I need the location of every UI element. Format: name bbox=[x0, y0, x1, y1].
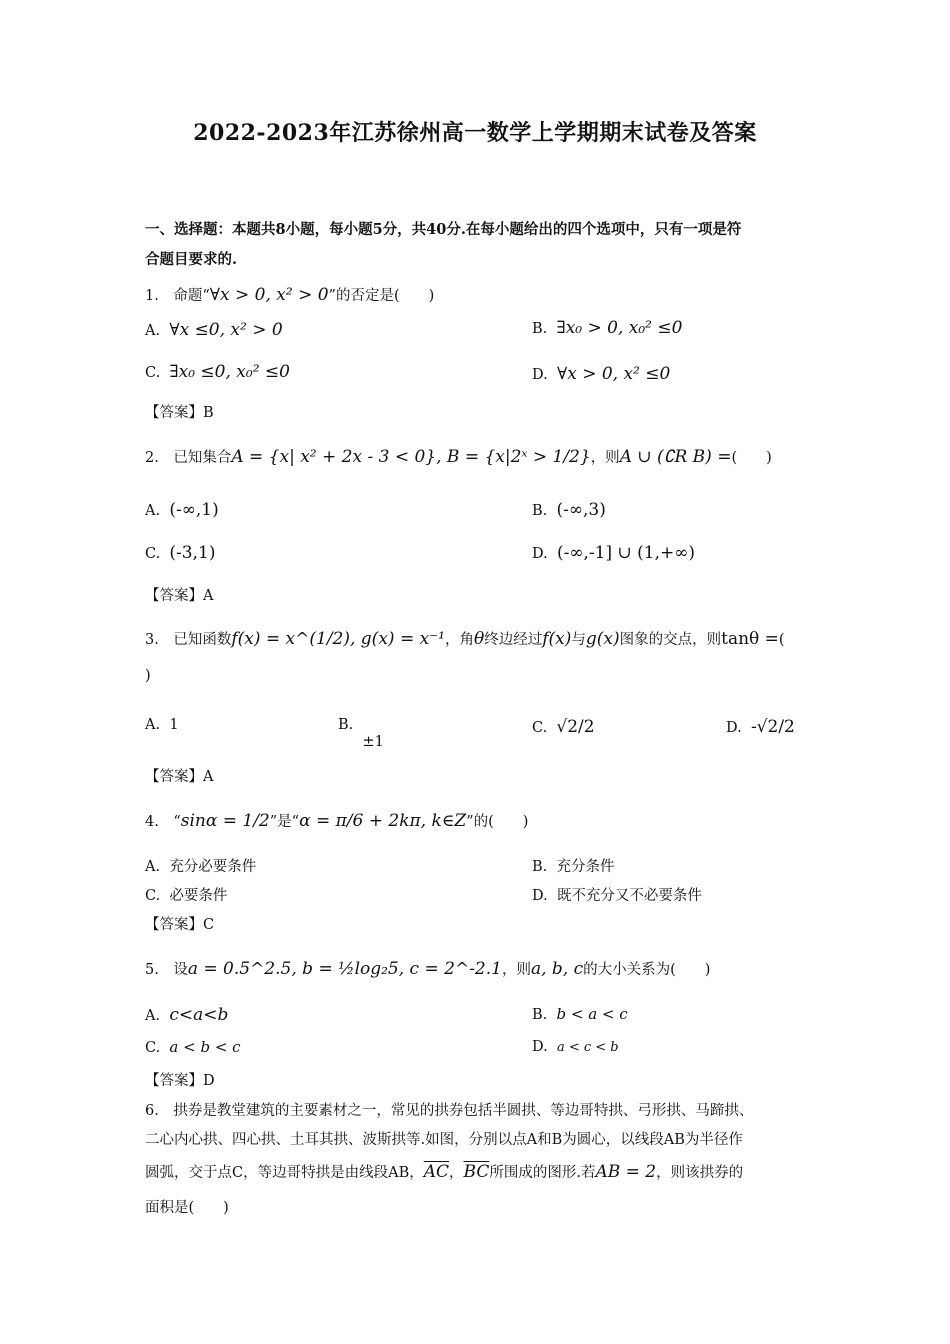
q3-option-a bbox=[145, 717, 179, 733]
section-heading-line1: 一、选择题：本题共8小题，每小题5分，共40分.在每小题给出的四个选项中，只有一项是符 bbox=[145, 221, 742, 238]
q3-stem-math: f(x) = x^(1/2), g(x) = x⁻¹ bbox=[231, 629, 445, 649]
option-math: ∃x₀ ≤0, x₀² ≤0 bbox=[169, 362, 290, 382]
q5-stem bbox=[145, 958, 710, 979]
q5-abc: a, b, c bbox=[530, 959, 584, 979]
option-math: ∀x > 0, x² ≤0 bbox=[556, 364, 671, 384]
option-label: C. bbox=[532, 720, 548, 736]
option-text: 既不充分又不必要条件 bbox=[556, 888, 702, 904]
section-heading-line2: 合题目要求的. bbox=[145, 251, 238, 268]
option-math: ∀x ≤0, x² > 0 bbox=[169, 320, 283, 340]
q6-line3-mid: 所围成的图形.若 bbox=[489, 1165, 596, 1181]
q1-option-c bbox=[145, 362, 290, 382]
option-text: 充分必要条件 bbox=[169, 859, 257, 875]
option-math: (-∞,3) bbox=[556, 500, 606, 520]
q2-stem-post: ( ) bbox=[731, 450, 772, 466]
option-label: A. bbox=[145, 1008, 161, 1024]
q5-option-a bbox=[145, 1005, 228, 1025]
option-math: c<a<b bbox=[169, 1005, 229, 1025]
q3-stem-mid: 图象的交点，则 bbox=[619, 632, 722, 648]
option-math: -√2/2 bbox=[750, 717, 795, 737]
option-label: C. bbox=[145, 365, 161, 381]
option-math: ∃x₀ > 0, x₀² ≤0 bbox=[556, 318, 683, 338]
option-label: B. bbox=[532, 859, 548, 875]
q1-stem-pre: 1. 命题“ bbox=[145, 288, 210, 304]
q2-stem bbox=[145, 446, 772, 467]
option-label: C. bbox=[145, 1040, 161, 1056]
option-label: B. bbox=[338, 717, 354, 733]
q3-gx: g(x) bbox=[585, 629, 620, 649]
q1-answer: 【答案】B bbox=[145, 405, 214, 421]
q3-stem-pre: 3. 已知函数 bbox=[145, 632, 232, 648]
q5-answer: 【答案】D bbox=[145, 1073, 215, 1089]
q4-stem-pre: 4. “ bbox=[145, 814, 181, 830]
option-math: 1 bbox=[169, 717, 179, 733]
q4-stem-post: ”的( ) bbox=[466, 814, 529, 830]
q6-line4: 面积是( ) bbox=[145, 1200, 229, 1216]
q6-line3 bbox=[145, 1161, 743, 1182]
q3-stem-mid: 终边经过 bbox=[484, 632, 543, 648]
q5-option-d bbox=[532, 1039, 619, 1055]
q6-line3-pre: 圆弧，交于点C，等边哥特拱是由线段AB， bbox=[145, 1165, 424, 1181]
q3-stem-close: ) bbox=[145, 668, 151, 684]
option-math: √2/2 bbox=[556, 717, 595, 737]
q3-option-b bbox=[338, 717, 384, 750]
q3-stem bbox=[145, 628, 785, 649]
q3-stem-mid: ，角 bbox=[444, 632, 474, 648]
q4-option-b bbox=[532, 855, 614, 876]
arc-ac: $\overline{AC}$ bbox=[423, 1162, 450, 1182]
option-label: B. bbox=[532, 321, 548, 337]
q4-stem-math: sinα = 1/2 bbox=[180, 811, 270, 831]
q5-stem-pre: 5. 设 bbox=[145, 962, 188, 978]
q1-option-a bbox=[145, 320, 283, 340]
q1-option-b bbox=[532, 318, 682, 338]
q3-option-d bbox=[726, 717, 795, 737]
q6-separator: ， bbox=[449, 1165, 464, 1181]
q2-option-c bbox=[145, 543, 215, 563]
q1-stem bbox=[145, 284, 434, 305]
option-math: b < a < c bbox=[556, 1005, 628, 1023]
q3-stem-post: ( bbox=[778, 632, 785, 648]
q5-stem-math: a = 0.5^2.5, b = ½log₂5, c = 2^-2.1 bbox=[187, 959, 502, 979]
option-math: ±1 bbox=[362, 734, 384, 750]
q4-answer: 【答案】C bbox=[145, 917, 215, 933]
option-math: (-∞,1) bbox=[169, 500, 219, 520]
q2-option-d bbox=[532, 543, 695, 563]
option-label: A. bbox=[145, 323, 161, 339]
q2-answer: 【答案】A bbox=[145, 588, 214, 604]
option-math: a < c < b bbox=[556, 1040, 619, 1055]
q2-option-b bbox=[532, 500, 606, 520]
option-label: C. bbox=[145, 546, 161, 562]
q1-option-d bbox=[532, 364, 670, 384]
option-label: A. bbox=[145, 503, 161, 519]
q2-stem-math2: A ∪ (∁R B) = bbox=[619, 447, 732, 467]
option-label: D. bbox=[532, 1039, 548, 1055]
q1-stem-math: ∀x > 0, x² > 0 bbox=[209, 285, 329, 305]
option-label: D. bbox=[726, 720, 742, 736]
q4-option-d bbox=[532, 884, 702, 905]
q3-theta: θ bbox=[473, 629, 485, 649]
q6-line2: 二心内心拱、四心拱、土耳其拱、波斯拱等.如图，分别以点A和B为圆心，以线段AB为半径作 bbox=[145, 1132, 743, 1148]
option-label: D. bbox=[532, 546, 548, 562]
q6-ab-eq: AB = 2 bbox=[595, 1162, 657, 1182]
q5-option-c bbox=[145, 1038, 241, 1056]
option-label: D. bbox=[532, 367, 548, 383]
q2-stem-math: A = {x| x² + 2x - 3 < 0}, B = {x|2ˣ > 1/2} bbox=[231, 447, 591, 467]
option-math: a < b < c bbox=[169, 1038, 241, 1056]
q5-stem-mid: ，则 bbox=[501, 962, 531, 978]
option-label: C. bbox=[145, 888, 161, 904]
q3-option-c bbox=[532, 717, 595, 737]
option-math: (-∞,-1] ∪ (1,+∞) bbox=[556, 543, 696, 563]
q4-stem bbox=[145, 810, 528, 831]
q2-option-a bbox=[145, 500, 219, 520]
option-text: 充分条件 bbox=[556, 859, 615, 875]
option-text: 必要条件 bbox=[169, 888, 228, 904]
option-label: A. bbox=[145, 859, 161, 875]
q3-fx: f(x) bbox=[542, 629, 572, 649]
q4-option-a bbox=[145, 855, 256, 876]
option-label: B. bbox=[532, 503, 548, 519]
q3-answer: 【答案】A bbox=[145, 769, 214, 785]
arc-bc: $\overline{BC}$ bbox=[463, 1162, 490, 1182]
q2-stem-mid: ，则 bbox=[590, 450, 620, 466]
option-label: D. bbox=[532, 888, 548, 904]
q1-stem-post: ”的否定是( ) bbox=[328, 288, 435, 304]
option-label: A. bbox=[145, 717, 161, 733]
q4-option-c bbox=[145, 884, 227, 905]
q3-tan: tanθ = bbox=[721, 629, 779, 649]
q4-stem-math2: α = π/6 + 2kπ, k∈Z bbox=[299, 811, 467, 831]
q4-stem-mid: ”是“ bbox=[269, 814, 300, 830]
q3-stem-mid: 与 bbox=[571, 632, 586, 648]
option-label: B. bbox=[532, 1007, 548, 1023]
option-math: (-3,1) bbox=[169, 543, 216, 563]
q6-line1: 6. 拱券是教堂建筑的主要素材之一，常见的拱券包括半圆拱、等边哥特拱、弓形拱、马蹄拱、 bbox=[145, 1103, 754, 1119]
q5-option-b bbox=[532, 1005, 628, 1023]
q6-line3-post: ，则该拱券的 bbox=[656, 1165, 744, 1181]
page-title: 2022-2023年江苏徐州高一数学上学期期末试卷及答案 bbox=[193, 120, 757, 146]
q5-stem-post: 的大小关系为( ) bbox=[583, 962, 711, 978]
q2-stem-pre: 2. 已知集合 bbox=[145, 450, 232, 466]
